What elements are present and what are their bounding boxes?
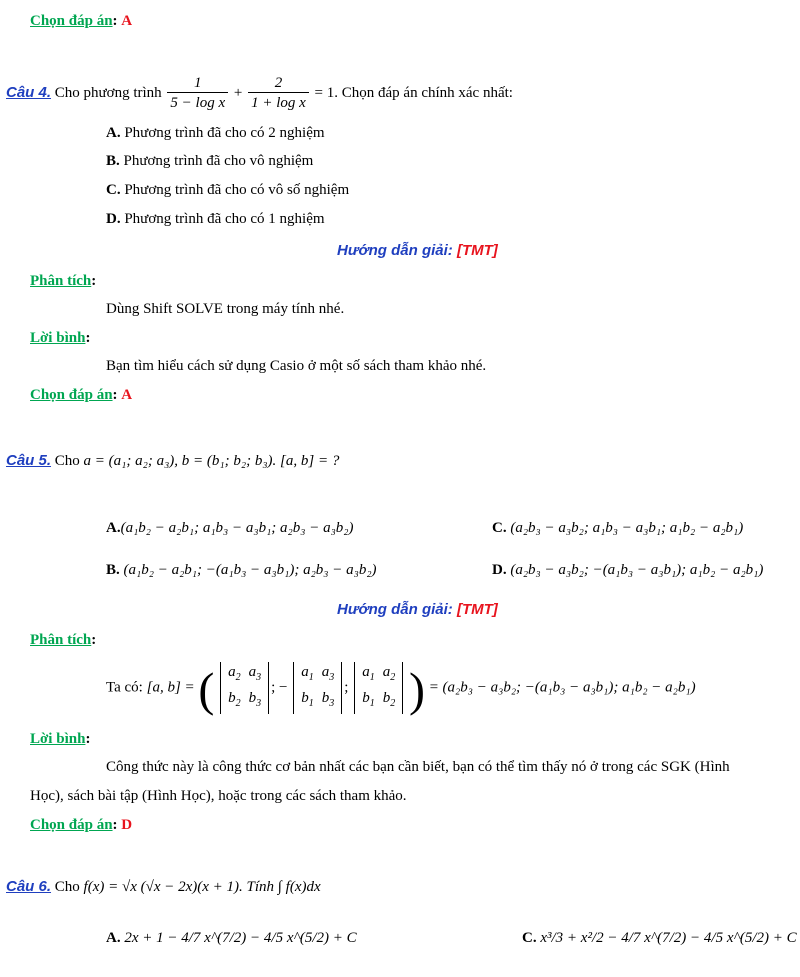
det-2: $a_1$ $a_3$ $b_1$ $b_3$ — [293, 662, 342, 714]
q5-option-a[interactable]: A.(a₁b₂ − a₂b₁; a₁b₃ − a₃b₁; a₂b₃ − a₃b₂) — [106, 520, 354, 536]
choose-answer-label: Chọn đáp án — [30, 13, 113, 29]
question-6-label: Câu 6. — [6, 878, 52, 895]
colon: : — [112, 13, 118, 29]
q5-cross-product-formula: Ta có: [a, b] = ( $a_2$ $a_3$ $b_2$ $b_3$ ; − $a_1$ $a_3$ $b_1$ $b_3$ ; $a_1$ $a_2$ $b_1$ $b_2$ ) = (a₂b₃ − a₃b₂; −(a₁b₃ − a₃b₁); a₁b₂ − a₂b₁) — [106, 663, 696, 717]
q6-option-a[interactable]: A. 2x + 1 − 4/7 x^(7/2) − 4/5 x^(5/2) + C — [106, 930, 357, 946]
question-5-formula: a = (a₁; a₂; a₃), b = (b₁; b₂; b₃). [a, b] = ? — [83, 453, 340, 469]
question-5-stem: Câu 5. Cho a = (a₁; a₂; a₃), b = (b₁; b₂; b₃). [a, b] = ? — [6, 452, 340, 469]
q5-option-d[interactable]: D. (a₂b₃ − a₃b₂; −(a₁b₃ − a₃b₁); a₁b₂ − a₂b₁) — [492, 562, 764, 578]
det-1: $a_2$ $a_3$ $b_2$ $b_3$ — [220, 662, 269, 714]
q4-analysis-text: Dùng Shift SOLVE trong máy tính nhé. — [106, 301, 345, 317]
taco-label: Ta có: — [106, 679, 143, 696]
q5-comment-heading: Lời bình: — [30, 731, 91, 747]
q4-analysis-heading: Phân tích: — [30, 273, 97, 289]
q4-option-c[interactable]: C. Phương trình đã cho có vô số nghiệm — [106, 182, 350, 198]
q4-hint-heading: Hướng dẫn giải: [TMT] — [337, 242, 498, 259]
fraction-1: $\frac{1}{\text{5 − log x}}$ — [167, 74, 228, 113]
question-4-intro: Cho phương trình — [54, 84, 162, 101]
question-5-label: Câu 5. — [6, 452, 52, 469]
det-3: $a_1$ $a_2$ $b_1$ $b_2$ — [354, 662, 403, 714]
q5-option-c[interactable]: C. (a₂b₃ − a₃b₂; a₁b₃ − a₃b₁; a₁b₂ − a₂b₁) — [492, 520, 744, 536]
answer-value: A — [121, 13, 133, 29]
q5-hint-heading: Hướng dẫn giải: [TMT] — [337, 601, 498, 618]
q5-result: = (a₂b₃ − a₃b₂; −(a₁b₃ − a₃b₁); a₁b₂ − a₂b₁) — [428, 679, 696, 696]
q5-answer-line: Chọn đáp án: D — [30, 817, 133, 833]
q5-comment-line-1: Công thức này là công thức cơ bản nhất các bạn cần biết, bạn có thể tìm thấy nó ở trong các SGK (Hình — [106, 759, 730, 775]
q4-option-d[interactable]: D. Phương trình đã cho có 1 nghiệm — [106, 211, 325, 227]
q5-analysis-heading: Phân tích: — [30, 632, 97, 648]
question-4-eq-rest: = 1. Chọn đáp án chính xác nhất: — [314, 84, 513, 101]
q5-comment-line-2: Học), sách bài tập (Hình Học), hoặc trong các sách tham khảo. — [30, 788, 407, 804]
question-4-stem: Câu 4. Cho phương trình $\frac{1}{\text{5 − log x}}$ + $\frac{2}{\text{1 + log x}}$ = 1. Chọn đáp án chính xác nhất: — [6, 75, 513, 111]
q4-answer: A — [121, 387, 133, 403]
question-6-formula: f(x) = √x (√x − 2x)(x + 1). Tính ∫ f(x)dx — [83, 879, 321, 895]
prev-answer-line — [30, 13, 132, 30]
fraction-2: $\frac{2}{\text{1 + log x}}$ — [248, 74, 309, 113]
q4-comment-heading: Lời bình: — [30, 330, 91, 346]
q5-answer: D — [121, 817, 133, 833]
q4-option-b[interactable]: B. Phương trình đã cho vô nghiệm — [106, 153, 314, 169]
q4-option-a[interactable]: A. Phương trình đã cho có 2 nghiệm — [106, 125, 325, 141]
q5-option-b[interactable]: B. (a₁b₂ − a₂b₁; −(a₁b₃ − a₃b₁); a₂b₃ − a₃b₂) — [106, 562, 377, 578]
q6-option-c[interactable]: C. x³/3 + x²/2 − 4/7 x^(7/2) − 4/5 x^(5/2) + C — [522, 930, 797, 946]
question-6-stem: Câu 6. Cho f(x) = √x (√x − 2x)(x + 1). Tính ∫ f(x)dx — [6, 878, 321, 895]
question-4-label: Câu 4. — [6, 83, 52, 101]
q4-answer-line: Chọn đáp án: A — [30, 387, 133, 403]
q4-comment-text: Bạn tìm hiểu cách sử dụng Casio ở một số sách tham khảo nhé. — [106, 358, 487, 374]
